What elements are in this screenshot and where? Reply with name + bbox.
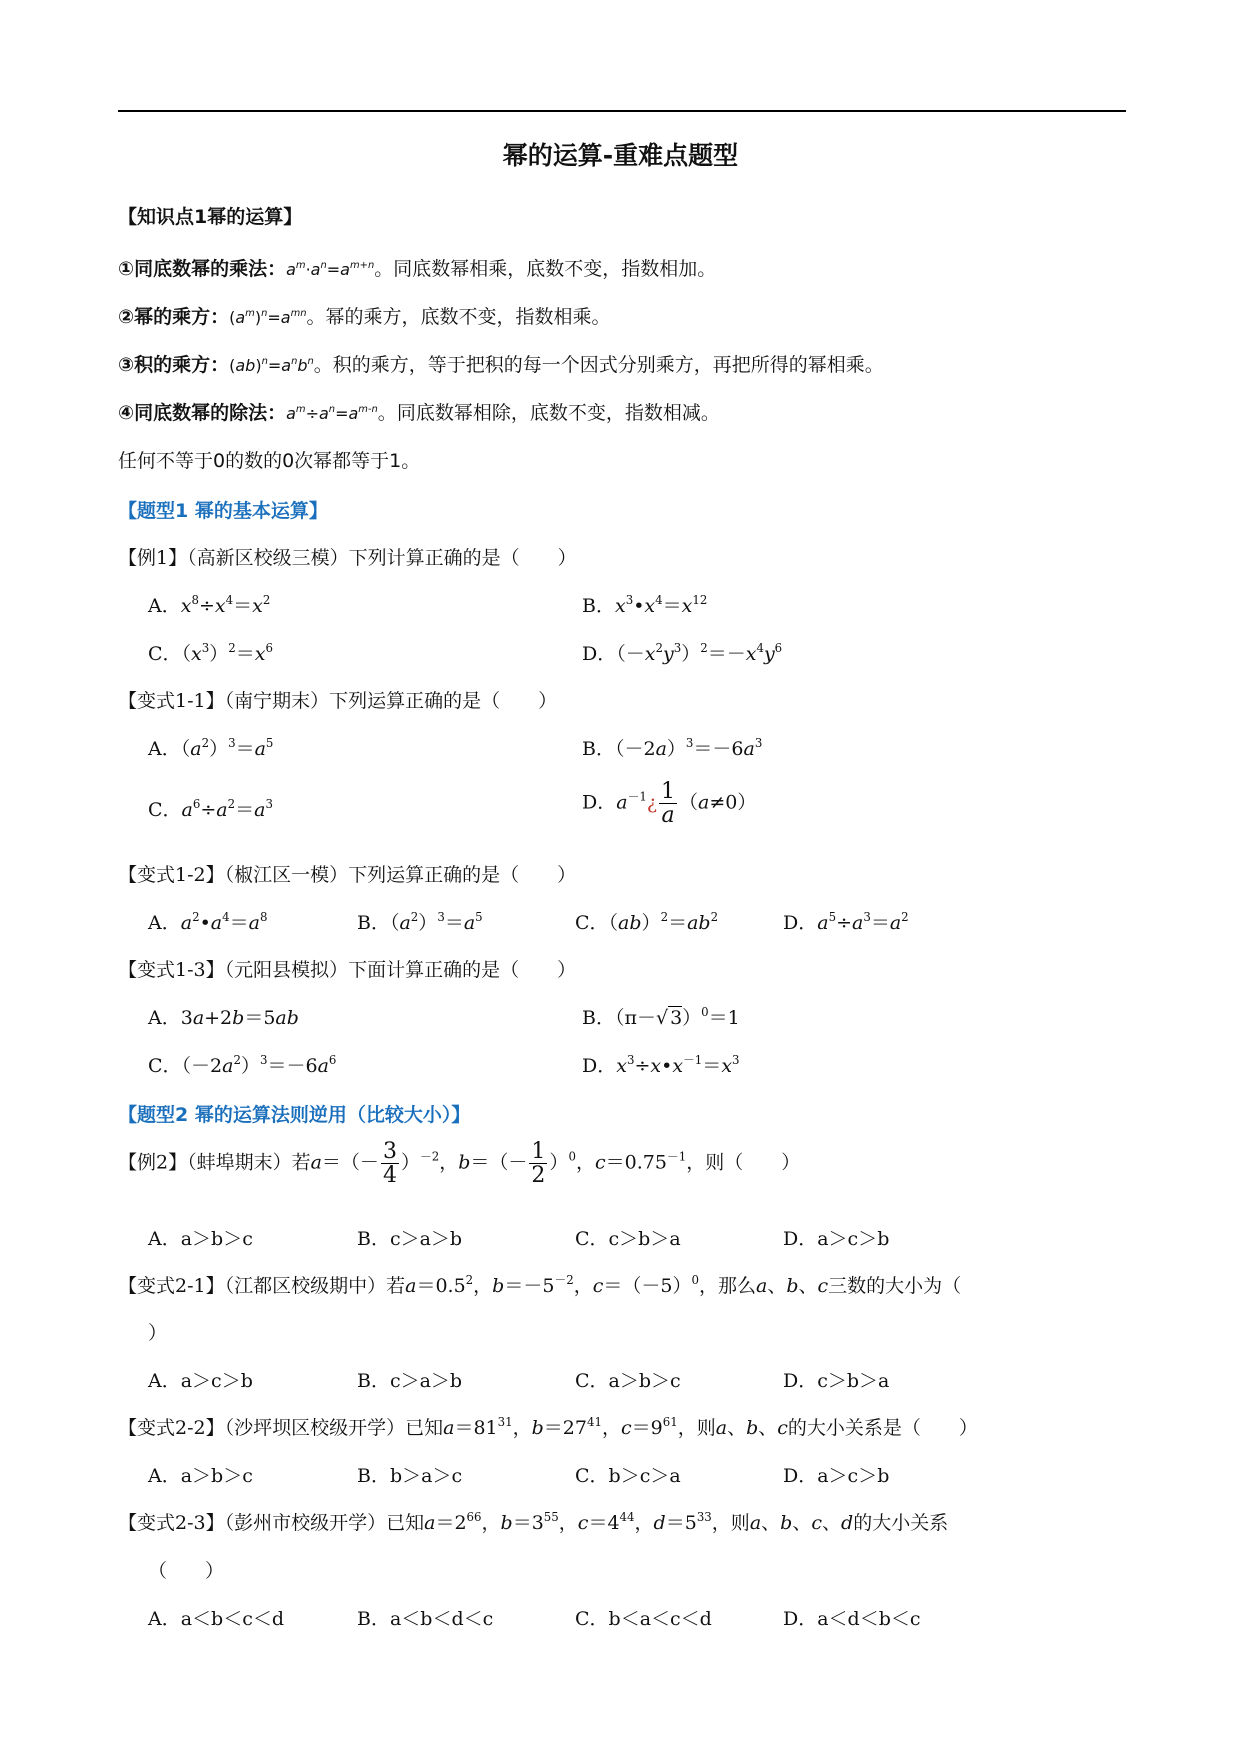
variant-2-3-paren: （ ） — [148, 1560, 225, 1582]
variant-2-1-stem: 【变式2-1】（江都区校级期中）若$a=0.5^2$，$b=-5^{-2}$，$c=(-5)^0$，那么a、b、c三数的大小为（ — [118, 1272, 962, 1297]
variant-1-1-option-c: C．$a^6\div a^2=a^3$ — [148, 796, 273, 821]
variant-2-1-suffix: 三数的大小为（ — [828, 1275, 962, 1297]
variant-1-2-option-c: C．$(ab)^2=ab^2$ — [575, 909, 719, 934]
rule-3-text: 积的乘方，等于把积的每一个因式分别乘方，再把所得的幂相乘。 — [332, 354, 884, 376]
page-title: 幂的运算-重难点题型 — [502, 141, 739, 170]
rule-2: ②幂的乘方：$(a^m)^n=a^{mn}$。幂的乘方，底数不变，指数相乘。 — [118, 306, 611, 328]
variant-2-3-option-d: D．a＜d＜b＜c — [783, 1608, 921, 1630]
rule-3-formula: $(ab)^n=a^nb^n$ — [229, 356, 314, 375]
variant-1-3-option-c: C．$(-2a^2)^3=-6a^6$ — [148, 1052, 337, 1077]
variant-1-2-option-d: D．$a^5\div a^3=a^2$ — [783, 909, 909, 934]
example-2-prefix: 【例2】（蚌埠期末）若 — [118, 1151, 311, 1174]
variant-2-1-prefix: 【变式2-1】（江都区校级期中）若 — [118, 1275, 406, 1297]
example-1-option-b: B．$x^3•x^4=x^{12}$ — [582, 592, 708, 617]
fraction-three-quarters: $\frac{3}{4}$ — [382, 1139, 397, 1189]
variant-1-1-option-b: B．$(-2a)^3=-6a^3$ — [582, 735, 763, 760]
broken-glyph: ¿ — [646, 791, 658, 814]
variant-2-2-stem: 【变式2-2】（沙坪坝区校级开学）已知$a=81^{31}$，$b=27^{41}$，$c=9^{61}$，则a、b、c的大小关系是（ ） — [118, 1414, 978, 1439]
variant-2-1-option-b: B．c＞a＞b — [357, 1370, 463, 1392]
variant-2-1-option-a: A．a＞c＞b — [148, 1370, 253, 1392]
knowledge-header: 【知识点1幂的运算】 — [118, 206, 303, 228]
variant-2-2-option-b: B．b＞a＞c — [357, 1465, 463, 1487]
variant-1-1-option-d: D．$a^{-1}¿$ $\frac{1}{a}$ （a≠0） — [582, 779, 757, 829]
example-2-option-c: C．c＞b＞a — [575, 1228, 681, 1250]
variant-1-3-option-d: D．$x^3\div x•x^{-1}=x^3$ — [582, 1052, 740, 1077]
fraction-one-over-a: $\frac{1}{a}$ — [661, 779, 676, 829]
variant-2-3-option-c: C．b＜a＜c＜d — [575, 1608, 712, 1630]
variant-2-3-prefix: 【变式2-3】（彭州市校级开学）已知 — [118, 1512, 425, 1534]
example-1-option-a: A．$x^8\div x^4=x^2$ — [148, 592, 271, 617]
variant-1-1-option-a: A．$(a^2)^3=a^5$ — [148, 735, 274, 760]
rule-2-formula: $(a^m)^n=a^{mn}$ — [229, 308, 307, 327]
example-2-option-a: A．a＞b＞c — [148, 1228, 253, 1250]
variant-1-3-stem: 【变式1-3】（元阳县模拟）下面计算正确的是（ ） — [118, 959, 577, 981]
rule-4-label: ④同底数幂的除法： — [118, 402, 287, 424]
variant-1-1-stem: 【变式1-1】（南宁期末）下列运算正确的是（ ） — [118, 690, 558, 712]
variant-1-2-stem: 【变式1-2】（椒江区一模）下列运算正确的是（ ） — [118, 864, 577, 886]
rule-2-text: 幂的乘方，底数不变，指数相乘。 — [325, 306, 611, 328]
variant-2-2-option-a: A．a＞b＞c — [148, 1465, 253, 1487]
rule-1-formula: $a^m\cdot a^n=a^{m+n}$ — [286, 260, 375, 279]
rule-2-label: ②幂的乘方： — [118, 306, 230, 328]
fraction-one-half: $\frac{1}{2}$ — [531, 1139, 546, 1189]
rule-1: ①同底数幂的乘法：$a^m\cdot a^n=a^{m+n}$。同底数幂相乘，底数不变，指数相加。 — [118, 258, 717, 280]
variant-2-1-option-c: C．a＞b＞c — [575, 1370, 681, 1392]
variant-2-1-option-d: D．c＞b＞a — [783, 1370, 890, 1392]
variant-1-3-option-b: B．（π－√ 3）$^0$＝1 — [582, 1004, 740, 1029]
variant-2-2-prefix: 【变式2-2】（沙坪坝区校级开学）已知 — [118, 1417, 444, 1439]
rule-1-label: ①同底数幂的乘法： — [118, 258, 287, 280]
example-1-stem: 【例1】（高新区校级三模）下列计算正确的是（ ） — [118, 547, 577, 569]
rule-4-text: 同底数幂相除，底数不变，指数相减。 — [396, 402, 720, 424]
example-2-option-b: B．c＞a＞b — [357, 1228, 463, 1250]
variant-2-1-close: ） — [148, 1322, 168, 1344]
rule-4: ④同底数幂的除法：$a^m\div a^n=a^{m-n}$。同底数幂相除，底数不变，指数相减。 — [118, 402, 720, 424]
example-2-stem: 【例2】（蚌埠期末）若a＝（－ $\frac{3}{4}$ ）$^{-2}$，b＝（－ $\frac{1}{2}$ ）$^0$，$c=0.75^{-1}$，则（ ） — [118, 1139, 801, 1189]
example-1-option-d: D．$(-x^2y^3)^2=-x^4y^6$ — [582, 640, 783, 665]
variant-2-3-suffix: 的大小关系 — [853, 1512, 949, 1534]
variant-2-3-stem: 【变式2-3】（彭州市校级开学）已知$a=2^{66}$，$b=3^{55}$，$c=4^{44}$，$d=5^{33}$，则a、b、c、d的大小关系 — [118, 1509, 949, 1534]
variant-2-2-option-d: D．a＞c＞b — [783, 1465, 890, 1487]
rule-3-label: ③积的乘方： — [118, 354, 230, 376]
rule-3: ③积的乘方：$(ab)^n=a^nb^n$。积的乘方，等于把积的每一个因式分别乘方，再把所得的幂相乘。 — [118, 354, 884, 376]
variant-2-2-suffix: 的大小关系是（ ） — [787, 1417, 978, 1439]
variant-1-3-option-a: A．3a+2b＝5ab — [148, 1007, 299, 1029]
type-2-heading: 【题型2 幂的运算法则逆用（比较大小）】 — [118, 1104, 471, 1126]
header-rule — [118, 110, 1126, 112]
variant-2-3-option-a: A．a＜b＜c＜d — [148, 1608, 285, 1630]
rule-4-formula: $a^m\div a^n=a^{m-n}$ — [286, 404, 378, 423]
example-1-option-c: C．$(x^3)^2=x^6$ — [148, 640, 274, 665]
type-1-heading: 【题型1 幂的基本运算】 — [118, 500, 328, 522]
example-2-option-d: D．a＞c＞b — [783, 1228, 890, 1250]
variant-1-2-option-b: B．$(a^2)^3=a^5$ — [357, 909, 483, 934]
variant-2-3-option-b: B．a＜b＜d＜c — [357, 1608, 494, 1630]
variant-2-2-option-c: C．b＞c＞a — [575, 1465, 681, 1487]
zero-power-rule: 任何不等于0的数的0次幂都等于1。 — [118, 450, 421, 472]
rule-1-text: 同底数幂相乘，底数不变，指数相加。 — [393, 258, 717, 280]
variant-1-2-option-a: A．$a^2•a^4=a^8$ — [148, 909, 268, 934]
